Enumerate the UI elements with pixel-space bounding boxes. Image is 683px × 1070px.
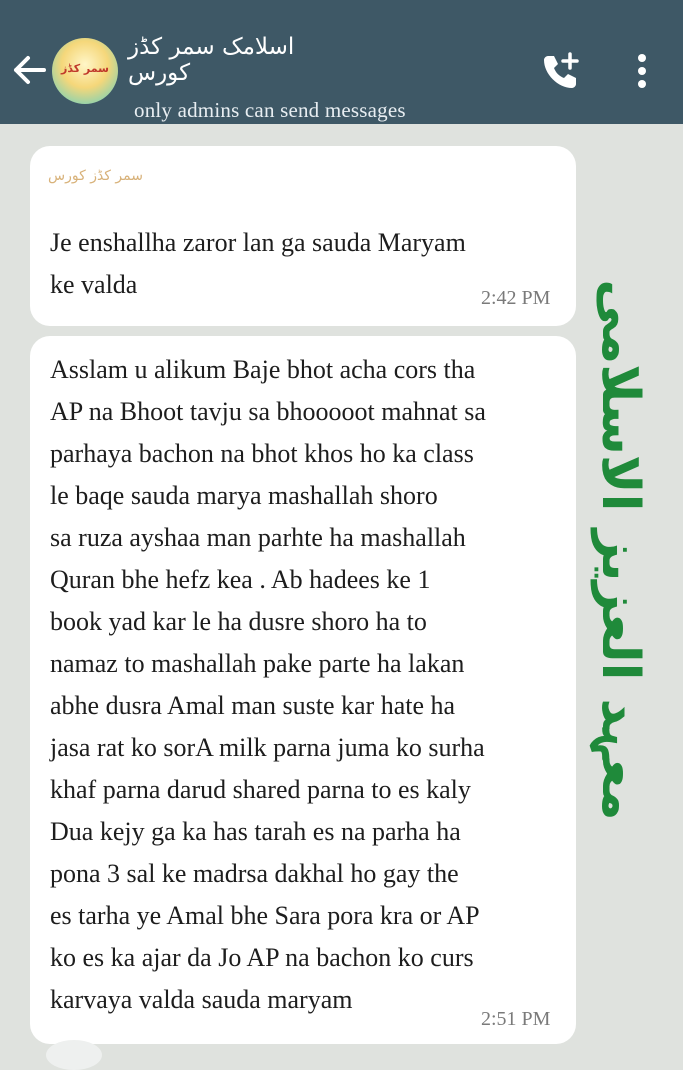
back-arrow-icon[interactable] (10, 52, 50, 88)
more-vert-icon[interactable] (630, 50, 654, 92)
status-bar (0, 0, 683, 14)
group-avatar[interactable] (52, 38, 118, 104)
watermark-text: معہد العزیز الاسلامی (590, 279, 650, 821)
add-call-icon[interactable] (540, 50, 582, 92)
message-time: 2:51 PM (481, 1008, 551, 1030)
chat-header (0, 0, 683, 124)
watermark (560, 250, 680, 850)
quoted-text: سمر کڈز کورس (48, 168, 143, 184)
group-subtitle: only admins can send messages (134, 98, 406, 122)
message-time: 2:42 PM (481, 287, 551, 309)
avatar-logo-text: سمر کڈز (61, 62, 109, 75)
message-text: Je enshallha zaror lan ga sauda Maryam ke valda (50, 228, 466, 299)
message-text: Asslam u alikum Baje bhot acha cors tha AP na Bhoot tavju sa bhooooot mahnat sa parhaya bachon na bhot khos ho ka class le baqe sauda marya mashallah shoro sa ruza ayshaa man parhte ha mashallah Quran bhe hefz kea . Ab hadees ke 1 book yad kar le ha dusre shoro ha to namaz to mashallah pake parte ha lakan abhe dusra Amal man suste kar hate ha jasa rat ko sorA milk parna juma ko surha khaf parna darud shared parna to es kaly Dua kejy ga ka has tarah es na parha ha pona 3 sal ke madrsa dakhal ho gay the es tarha ye Amal bhe Sara pora kra or AP ko es ka ajar da Jo AP na bachon ko curs karvaya valda sauda maryam (50, 355, 486, 1014)
group-title[interactable]: اسلامک سمر کڈز کورس (128, 34, 295, 86)
scroll-down-button[interactable] (46, 1040, 102, 1070)
